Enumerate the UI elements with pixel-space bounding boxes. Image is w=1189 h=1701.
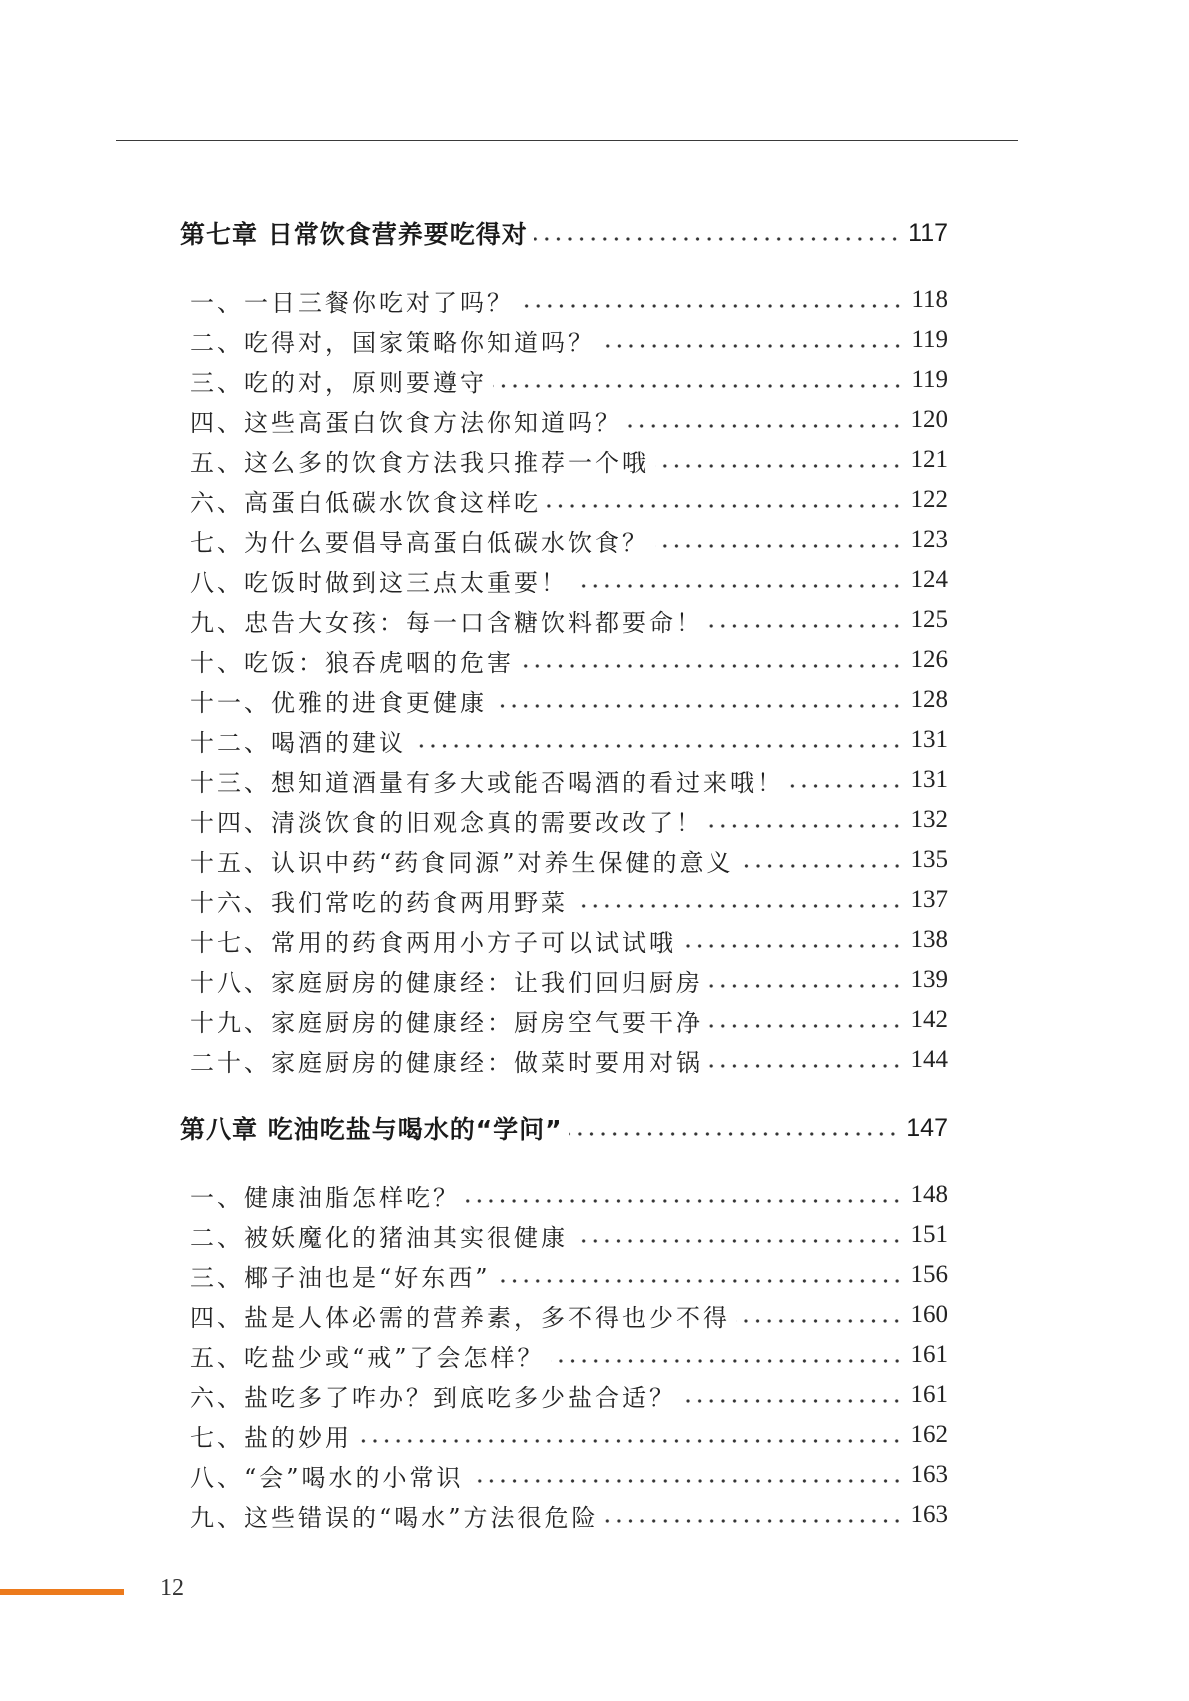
toc-entry [180,840,948,880]
toc-entry [180,640,948,680]
toc-entry-page: 163 [910,1461,948,1488]
dot-leader [709,823,903,829]
toc-entry-title: 七、盐的妙用 [190,1423,352,1452]
toc-entry [180,1040,948,1080]
toc-entry [180,480,948,520]
toc-entry-page: 132 [910,806,948,833]
toc-entry-page: 160 [910,1301,948,1328]
toc-entry-page: 139 [910,966,948,993]
toc-entry-title: 四、这些高蛋白饮食方法你知道吗？ [190,408,622,437]
dot-leader [493,703,903,709]
chapter-page: 117 [908,218,948,247]
toc-entry [180,680,948,720]
toc-entry-title: 五、吃盐少或“戒”了会怎样？ [190,1343,545,1372]
toc-entry-page: 121 [910,446,948,473]
toc-entry-page: 126 [910,646,948,673]
dot-leader [709,983,903,989]
toc-entry [180,360,948,400]
toc-entry-page: 131 [910,766,948,793]
toc-entry-page: 118 [911,286,948,313]
toc-entry-page: 135 [910,846,948,873]
toc-entry [180,960,948,1000]
toc-entry-title: 十五、认识中药“药食同源”对养生保健的意义 [190,848,734,877]
toc-entry-title: 十四、清淡饮食的旧观念真的需要改改了！ [190,808,703,837]
dot-leader [709,623,903,629]
toc-entry-title: 十二、喝酒的建议 [190,728,406,757]
toc-entry [180,440,948,480]
toc-entry [180,280,948,320]
toc-entry-page: 120 [910,406,948,433]
toc-entry-title: 二十、家庭厨房的健康经：做菜时要用对锅 [190,1048,703,1077]
toc-entry [180,1215,948,1255]
accent-bar [0,1589,124,1595]
toc-entry-page: 131 [910,726,948,753]
toc-entry [180,1000,948,1040]
toc-entry-page: 144 [910,1046,948,1073]
toc-entry-title: 七、为什么要倡导高蛋白低碳水饮食？ [190,528,649,557]
page-number: 12 [160,1575,184,1601]
toc-entry-page: 161 [910,1381,948,1408]
toc-entry-title: 二、吃得对，国家策略你知道吗？ [190,328,595,357]
dot-leader [736,1318,903,1324]
toc-entry-title: 十九、家庭厨房的健康经：厨房空气要干净 [190,1008,703,1037]
chapter-page: 147 [906,1113,948,1142]
toc-entry [180,1495,948,1535]
toc-entry [180,320,948,360]
toc-entry-title: 六、盐吃多了咋办？到底吃多少盐合适？ [190,1383,676,1412]
dot-leader [358,1438,903,1444]
toc-entry [180,520,948,560]
toc-entry-title: 六、高蛋白低碳水饮食这样吃 [190,488,541,517]
toc-entry-page: 137 [910,886,948,913]
dot-leader [790,783,903,789]
toc-entry-page: 156 [910,1261,948,1288]
toc-entry-title: 五、这么多的饮食方法我只推荐一个哦 [190,448,649,477]
toc-entry-title: 二、被妖魔化的猪油其实很健康 [190,1223,568,1252]
dot-leader [493,383,903,389]
toc-entry-page: 123 [910,526,948,553]
toc-entry-page: 119 [911,366,948,393]
dot-leader [520,663,903,669]
dot-leader [574,583,903,589]
toc-entry-title: 八、“会”喝水的小常识 [190,1463,464,1492]
toc-entry [180,1175,948,1215]
toc-entry [180,1375,948,1415]
toc-entry-title: 十七、常用的药食两用小方子可以试试哦 [190,928,676,957]
chapter-title: 第七章 日常饮食营养要吃得对 [180,220,528,249]
toc-entry [180,800,948,840]
dot-leader [497,1278,903,1284]
toc-entry-page: 151 [910,1221,948,1248]
toc-entry [180,1415,948,1455]
toc-entry-title: 三、椰子油也是“好东西” [190,1263,491,1292]
toc-entry [180,400,948,440]
toc-entry-page: 122 [910,486,948,513]
dot-leader [412,743,903,749]
toc-entry [180,920,948,960]
toc-entry [180,760,948,800]
dot-leader [628,423,903,429]
dot-leader [520,303,903,309]
toc-entry [180,1335,948,1375]
toc-entry-title: 十、吃饭：狼吞虎咽的危害 [190,648,514,677]
toc-entry-page: 163 [910,1501,948,1528]
toc-entry-page: 138 [910,926,948,953]
dot-leader [601,343,903,349]
toc-entry-page: 148 [910,1181,948,1208]
chapter-heading [180,1108,948,1148]
dot-leader [466,1198,903,1204]
table-of-contents [180,213,948,1535]
toc-entry [180,600,948,640]
dot-leader [547,503,903,509]
dot-leader [709,1063,903,1069]
toc-entry [180,880,948,920]
toc-entry-title: 一、一日三餐你吃对了吗？ [190,288,514,317]
toc-entry-page: 142 [910,1006,948,1033]
dot-leader [709,1023,903,1029]
toc-entry [180,720,948,760]
dot-leader [605,1518,903,1524]
toc-entry-title: 四、盐是人体必需的营养素，多不得也少不得 [190,1303,730,1332]
chapter-title: 第八章 吃油吃盐与喝水的“学问” [180,1115,563,1144]
toc-entry-title: 九、忠告大女孩：每一口含糖饮料都要命！ [190,608,703,637]
toc-entry-title: 九、这些错误的“喝水”方法很危险 [190,1503,599,1532]
toc-entry-page: 119 [911,326,948,353]
toc-entry-title: 八、吃饭时做到这三点太重要！ [190,568,568,597]
toc-entry-title: 十八、家庭厨房的健康经：让我们回归厨房 [190,968,703,997]
dot-leader [534,236,900,242]
dot-leader [682,943,903,949]
dot-leader [569,1131,899,1137]
toc-entry-title: 十一、优雅的进食更健康 [190,688,487,717]
dot-leader [740,863,903,869]
dot-leader [574,1238,903,1244]
toc-entry-page: 125 [910,606,948,633]
toc-entry [180,560,948,600]
toc-entry-title: 十六、我们常吃的药食两用野菜 [190,888,568,917]
toc-entry-page: 162 [910,1421,948,1448]
toc-entry-title: 一、健康油脂怎样吃？ [190,1183,460,1212]
chapter-sections [180,1175,948,1535]
toc-entry [180,1295,948,1335]
toc-entry [180,1255,948,1295]
chapter-sections [180,280,948,1080]
toc-entry [180,1455,948,1495]
dot-leader [682,1398,903,1404]
dot-leader [574,903,903,909]
toc-entry-page: 161 [910,1341,948,1368]
toc-entry-page: 124 [910,566,948,593]
header-rule [116,140,1018,141]
toc-entry-title: 十三、想知道酒量有多大或能否喝酒的看过来哦！ [190,768,784,797]
dot-leader [655,463,903,469]
dot-leader [470,1478,903,1484]
toc-entry-page: 128 [910,686,948,713]
dot-leader [655,543,903,549]
chapter-heading [180,213,948,253]
toc-entry-title: 三、吃的对，原则要遵守 [190,368,487,397]
dot-leader [551,1358,903,1364]
